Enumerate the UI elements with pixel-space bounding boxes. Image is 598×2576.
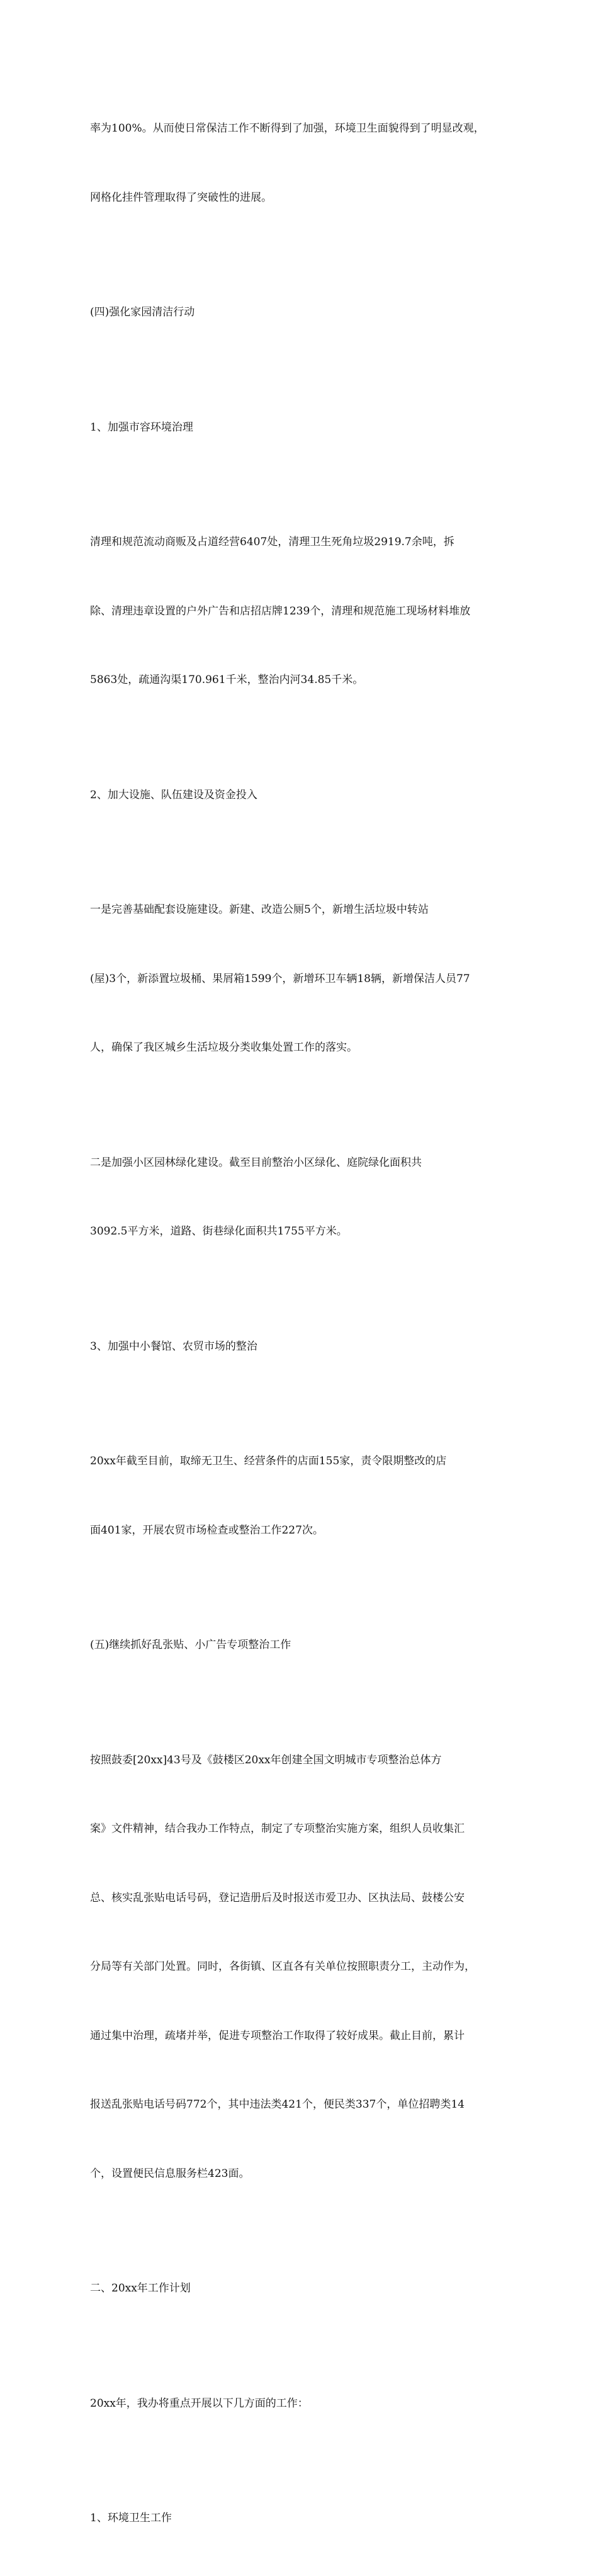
text-line: (屋)3个，新添置垃圾桶、果屑箱1599个，新增环卫车辆18辆，新增保洁人员77 <box>90 972 470 985</box>
text-line: 2、加大设施、队伍建设及资金投入 <box>90 788 257 801</box>
text-line: 按照鼓委[20xx]43号及《鼓楼区20xx年创建全国文明城市专项整治总体方 <box>90 1753 442 1766</box>
heading-section-4 <box>90 255 509 370</box>
paragraph-city-environment <box>90 485 509 738</box>
text-line: 通过集中治理，疏堵并举，促进专项整治工作取得了较好成果。截止目前，累计 <box>90 2029 465 2042</box>
text-line: 报送乱张贴电话号码772个，其中违法类421个，便民类337个，单位招聘类14 <box>90 2098 465 2111</box>
paragraph-sanitation-rate <box>90 71 509 255</box>
text-line: 3、加强中小餐馆、农贸市场的整治 <box>90 1340 257 1353</box>
subheading-2 <box>90 738 509 853</box>
text-line: 分局等有关部门处置。同时，各街镇、区直各有关单位按照职责分工，主动作为， <box>90 1960 475 1973</box>
text-line: 案》文件精神，结合我办工作特点，制定了专项整治实施方案，组织人员收集汇 <box>90 1822 465 1835</box>
text-line: 3092.5平方米，道路、街巷绿化面积共1755平方米。 <box>90 1225 347 1238</box>
text-line: 除、清理违章设置的户外广告和店招店牌1239个，清理和规范施工现场材料堆放 <box>90 604 471 618</box>
text-line: 人，确保了我区城乡生活垃圾分类收集处置工作的落实。 <box>90 1041 358 1054</box>
text-line: 20xx年截至目前，取缔无卫生、经营条件的店面155家，责令限期整改的店 <box>90 1455 447 1467</box>
text-line: 二是加强小区园林绿化建设。截至目前整治小区绿化、庭院绿化面积共 <box>90 1156 422 1169</box>
text-line: 个，设置便民信息服务栏423面。 <box>90 2167 250 2180</box>
heading-work-plan <box>90 2231 509 2346</box>
text-line: 1、加强市容环境治理 <box>90 421 193 434</box>
heading-section-5 <box>90 1588 509 1703</box>
text-line: (五)继续抓好乱张贴、小广告专项整治工作 <box>90 1639 291 1651</box>
paragraph-restaurants <box>90 1404 509 1588</box>
text-line: (四)强化家园清洁行动 <box>90 306 195 319</box>
text-line: 20xx年，我办将重点开展以下几方面的工作： <box>90 2397 308 2410</box>
text-line: 清理和规范流动商贩及占道经营6407处，清理卫生死角垃圾2919.7余吨，拆 <box>90 536 454 548</box>
text-line: 网格化挂件管理取得了突破性的进展。 <box>90 191 272 204</box>
document-body <box>90 71 509 2576</box>
text-line: 总、核实乱张贴电话号码，登记造册后及时报送市爱卫办、区执法局、鼓楼公安 <box>90 1891 465 1904</box>
paragraph-infrastructure <box>90 852 509 1105</box>
text-line: 二、20xx年工作计划 <box>90 2282 191 2295</box>
text-line: 5863处，疏通沟渠170.961千米，整治内河34.85千米。 <box>90 674 364 686</box>
paragraph-greening <box>90 1105 509 1289</box>
text-line: 率为100%。从而使日常保洁工作不断得到了加强，环境卫生面貌得到了明显改观， <box>90 122 485 135</box>
subheading-plan-1 <box>90 2461 509 2576</box>
subheading-3 <box>90 1289 509 1404</box>
paragraph-plan-intro <box>90 2346 509 2461</box>
text-line: 一是完善基础配套设施建设。新建、改造公厕5个，新增生活垃圾中转站 <box>90 903 429 916</box>
subheading-1 <box>90 370 509 485</box>
text-line: 1、环境卫生工作 <box>90 2512 172 2524</box>
text-line: 面401家，开展农贸市场检查或整治工作227次。 <box>90 1523 324 1537</box>
paragraph-posting-campaign <box>90 1703 509 2232</box>
